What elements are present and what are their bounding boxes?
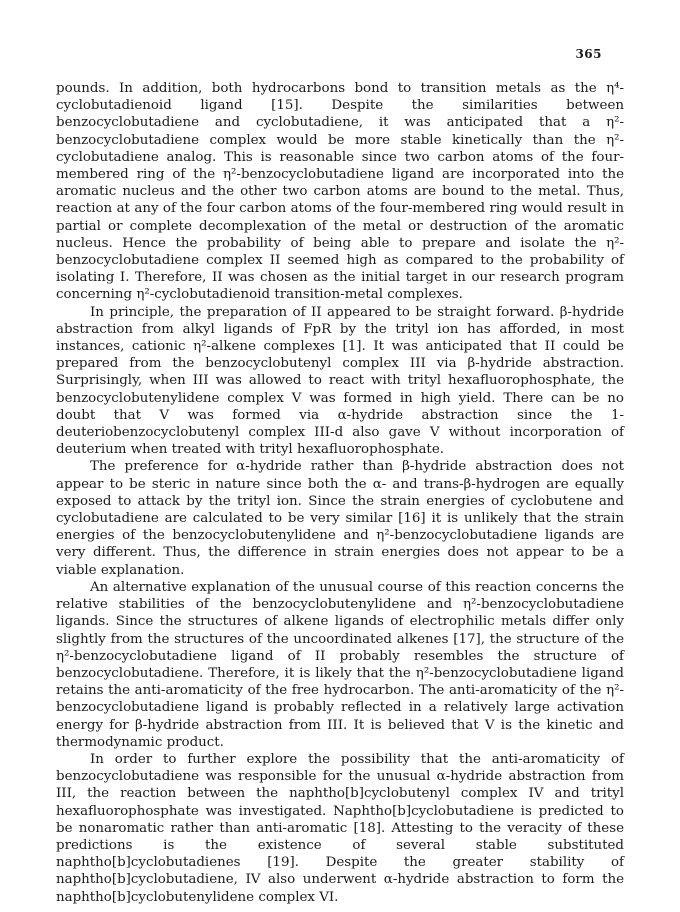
body-text	[56, 80, 624, 906]
page-number: 365	[575, 47, 602, 61]
paragraph-1: pounds. In addition, both hydrocarbons bond to transition metals as the η⁴-cyclobutadienoid ligand [15]. Despite the similarities between benzocyclobutadiene and cyclobutadiene, it was anticipated that a η²-benzocyclobutadiene complex would be more stable kinetically than the η²-cyclobutadiene analog. This is reasonable since two carbon atoms of the four-membered ring of the η²-benzocyclobutadiene ligand are incorporated into the aromatic nucleus and the other two carbon atoms are bound to the metal. Thus, reaction at any of the four carbon atoms of the four-membered ring would result in partial or complete decomplexation of the metal or destruction of the aromatic nucleus. Hence the probability of being able to prepare and isolate the η²-benzocyclobutadiene complex II seemed high as compared to the probability of isolating I. Therefore, II was chosen as the initial target in our research program concerning η²-cyclobutadienoid transition-metal complexes.	[56, 81, 624, 303]
paragraph-4: An alternative explanation of the unusual course of this reaction concerns the relative stabilities of the benzocyclobutenylidene and η²-benzocyclobutadiene ligands. Since the structures of alkene ligands of electrophilic metals differ only slightly from the structures of the uncoordinated alkenes [17], the structure of the η²-benzocyclobutadiene ligand of II probably resembles the structure of benzocyclobutadiene. Therefore, it is likely that the η²-benzocyclobutadiene ligand retains the anti-aromaticity of the free hydrocarbon. The anti-aromaticity of the η²-benzocyclobutadiene ligand is probably reflected in a relatively large activation energy for β-hydride abstraction from III. It is believed that V is the kinetic and thermodynamic product.	[56, 579, 624, 750]
paragraph-5: In order to further explore the possibility that the anti-aromaticity of benzocyclobutadiene was responsible for the unusual α-hydride abstraction from III, the reaction between the naphtho[b]cyclobutenyl complex IV and trityl hexafluorophosphate was investigated. Naphtho[b]cyclobutadiene is predicted to be nonaromatic rather than anti-aromatic [18]. Attesting to the veracity of these predictions is the existence of several stable substituted naphtho[b]cyclobutadienes [19]. Despite the greater stability of naphtho[b]cyclobutadiene, IV also underwent α-hydride abstraction to form the naphtho[b]cyclobutenylidene complex VI.	[56, 751, 624, 905]
paragraph-2: In principle, the preparation of II appeared to be straight forward. β-hydride abstraction from alkyl ligands of FpR by the trityl ion has afforded, in most instances, cationic η²-alkene complexes [1]. It was anticipated that II could be prepared from the benzocyclobutenyl complex III via β-hydride abstraction. Surprisingly, when III was allowed to react with trityl hexafluorophosphate, the benzocyclobutenylidene complex V was formed in high yield. There can be no doubt that V was formed via α-hydride abstraction since the 1-deuteriobenzocyclobutenyl complex III-d also gave V without incorporation of deuterium when treated with trityl hexafluorophosphate.	[56, 304, 624, 458]
paragraph-3: The preference for α-hydride rather than β-hydride abstraction does not appear to be steric in nature since both the α- and trans-β-hydrogen are equally exposed to attack by the trityl ion. Since the strain energies of cyclobutene and cyclobutadiene are calculated to be very similar [16] it is unlikely that the strain energies of the benzocyclobutenylidene and η²-benzocyclobutadiene ligands are very different. Thus, the difference in strain energies does not appear to be a viable explanation.	[56, 459, 624, 578]
